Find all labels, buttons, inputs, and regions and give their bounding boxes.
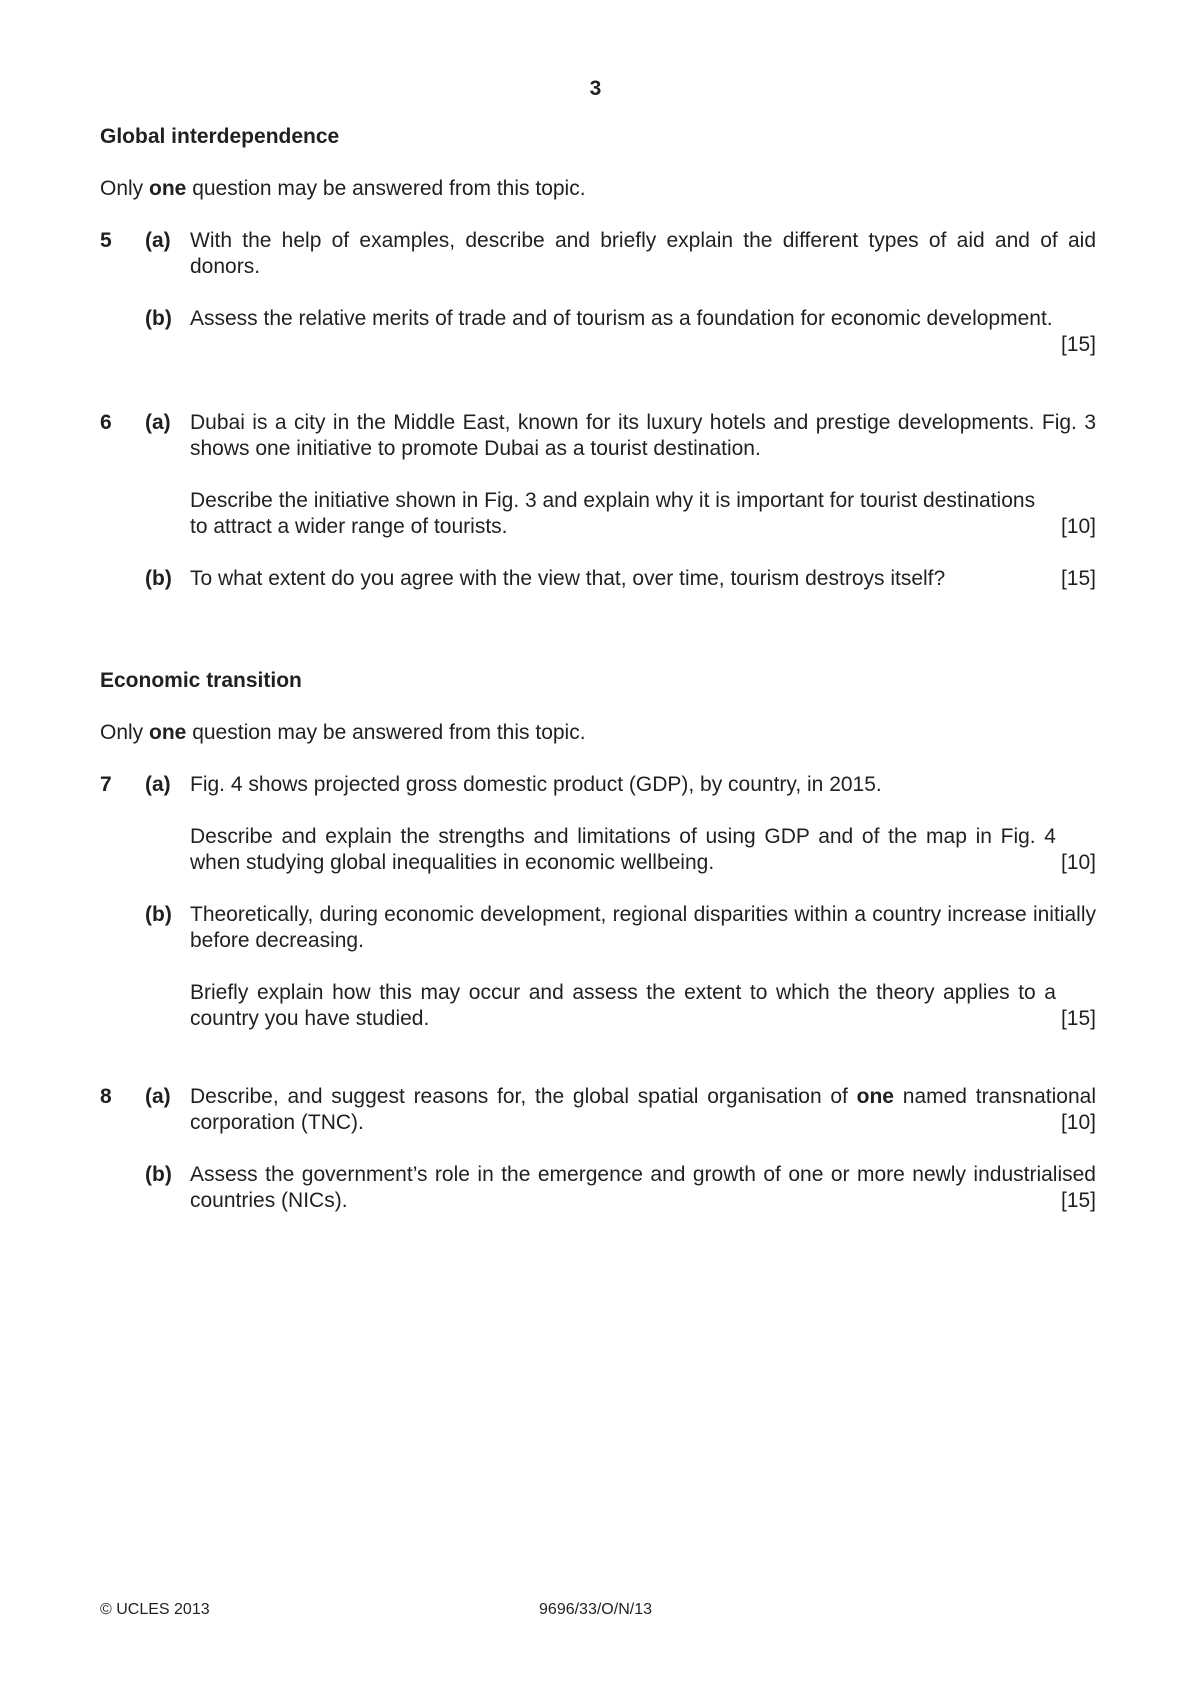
marks-8a: [10] bbox=[1060, 1111, 1096, 1134]
question-number-8: 8 bbox=[100, 1085, 112, 1108]
section-intro-global: Only one question may be answered from this topic. bbox=[100, 177, 586, 200]
marks-7b: [15] bbox=[1060, 1007, 1096, 1030]
marks-7a-wrap bbox=[190, 850, 1096, 876]
part-label-8a: (a) bbox=[145, 1085, 171, 1108]
part-label-6b: (b) bbox=[145, 567, 172, 590]
page-number: 3 bbox=[589, 77, 602, 100]
part-label-6a: (a) bbox=[145, 411, 171, 434]
part-label-5a: (a) bbox=[145, 229, 171, 252]
marks-8a-wrap bbox=[190, 1110, 1096, 1136]
marks-6a-wrap bbox=[190, 514, 1096, 540]
marks-6a: [10] bbox=[1060, 515, 1096, 538]
marks-8b: [15] bbox=[1060, 1189, 1096, 1212]
part-text-5a: With the help of examples, describe and briefly explain the different types of aid and of aid donors. bbox=[190, 229, 1096, 278]
marks-8b-wrap bbox=[190, 1188, 1096, 1214]
footer-copyright: © UCLES 2013 bbox=[100, 1601, 210, 1618]
section-heading-global: Global interdependence bbox=[100, 125, 340, 148]
part-label-7a: (a) bbox=[145, 773, 171, 796]
part-text-6b: To what extent do you agree with the view that, over time, tourism destroys itself? [15] bbox=[190, 567, 1096, 590]
footer-code: 9696/33/O/N/13 bbox=[539, 1601, 652, 1618]
part-label-5b: (b) bbox=[145, 307, 172, 330]
section-intro-economic: Only one question may be answered from this topic. bbox=[100, 721, 586, 744]
part-text-6a: Dubai is a city in the Middle East, known for its luxury hotels and prestige developments. Fig. 3 shows one initiative to promote Dubai as a tourist destination. Describe the initiative shown in Fig. 3 and explain why it is important for tourist destinations to attract a wider range of tourists. bbox=[190, 411, 1096, 538]
part-text-8a: Describe, and suggest reasons for, the global spatial organisation of one named transnational corporation (TNC). bbox=[190, 1085, 1096, 1134]
question-number-5: 5 bbox=[100, 229, 112, 252]
part-label-8b: (b) bbox=[145, 1163, 172, 1186]
part-label-7b: (b) bbox=[145, 903, 172, 926]
part-text-7a: Fig. 4 shows projected gross domestic product (GDP), by country, in 2015. Describe and explain the strengths and limitations of using GDP and of the map in Fig. 4 when studying global inequalities in economic wellbeing. bbox=[190, 773, 1056, 874]
marks-5b: [15] bbox=[1060, 333, 1096, 356]
marks-6b: [15] bbox=[1060, 567, 1096, 590]
marks-7b-wrap bbox=[190, 1006, 1096, 1032]
section-heading-economic: Economic transition bbox=[100, 669, 302, 692]
question-number-7: 7 bbox=[100, 773, 112, 796]
question-number-6: 6 bbox=[100, 411, 112, 434]
marks-7a: [10] bbox=[1060, 851, 1096, 874]
part-text-7b: Theoretically, during economic development, regional disparities within a country increase initially before decreasing. Briefly explain how this may occur and assess the extent to which the theory applies to a country you have studied. bbox=[190, 903, 1096, 1030]
part-text-8b: Assess the government’s role in the emergence and growth of one or more newly industrialised countries (NICs). bbox=[190, 1163, 1096, 1212]
part-text-5b: Assess the relative merits of trade and of tourism as a foundation for economic development. [15] bbox=[190, 307, 1096, 356]
